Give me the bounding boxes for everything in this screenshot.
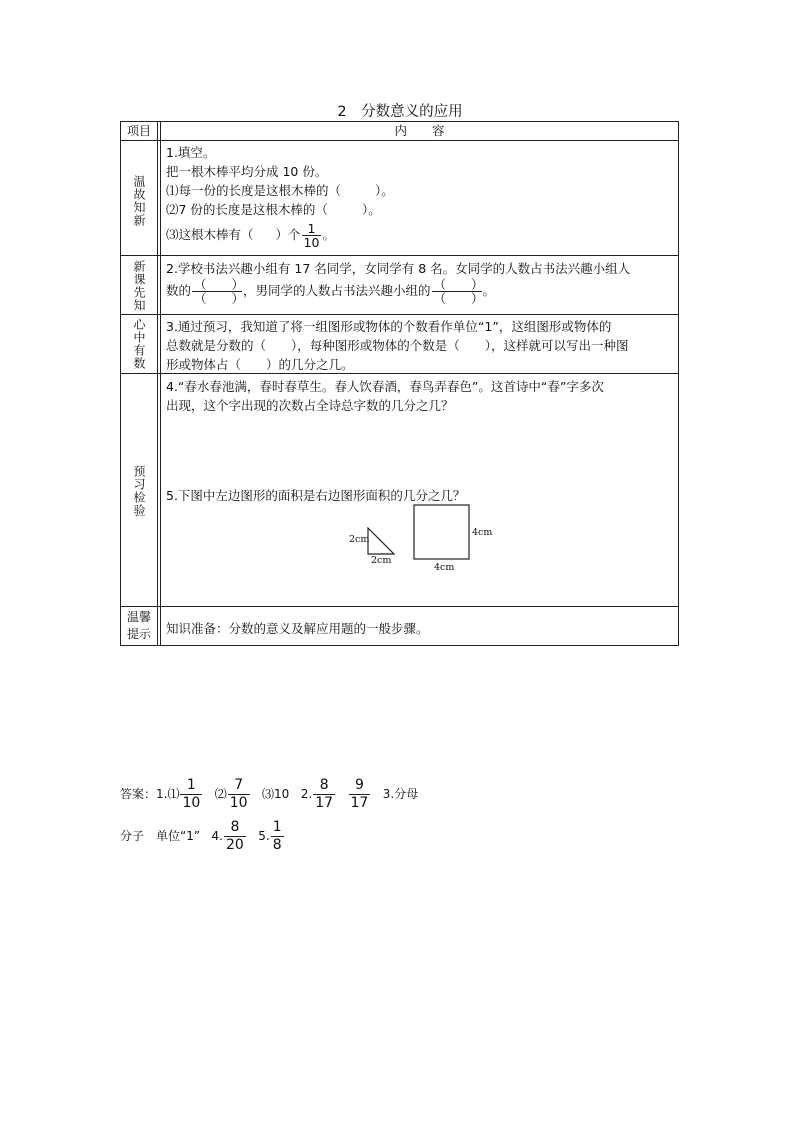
q1-part3: ⑶这根木棒有（ ）个 $\frac{1}{10}$ 。 <box>166 221 335 250</box>
q1-part1: ⑴每一份的长度是这根木棒的（ ）。 <box>166 183 394 198</box>
content-table <box>120 121 679 646</box>
row-divider <box>121 314 678 315</box>
row-divider <box>121 606 678 607</box>
row-content-preview <box>166 259 672 305</box>
q1-stem: 把一根木棒平均分成 10 份。 <box>166 164 328 179</box>
q5-text: 5.下图中左边图形的面积是右边图形面积的几分之几？ <box>166 488 466 503</box>
triangle-base-label: 2cm <box>371 555 392 566</box>
answer-fraction: $\frac{9}{17}$ <box>350 777 369 811</box>
q4-line2: 出现，这个字出现的次数占全诗总字数的几分之几？ <box>166 398 454 413</box>
row-label-tips: 温馨提示 <box>126 610 151 641</box>
page-title: 2 分数意义的应用 <box>337 104 463 120</box>
q1-heading: 1.填空。 <box>166 145 216 160</box>
answer-fraction: $\frac{8}{20}$ <box>225 819 244 853</box>
q1-part2: ⑵7 份的长度是这根木棒的（ ）。 <box>166 202 381 217</box>
blank-fraction: $\frac{( )}{( )}$ <box>194 277 245 306</box>
fraction-one-tenth: $\frac{1}{10}$ <box>303 221 320 250</box>
column-divider <box>157 122 158 645</box>
row-label-check: 预习检验 <box>132 465 146 517</box>
answer-fraction: $\frac{1}{8}$ <box>272 819 282 853</box>
answer-fraction: $\frac{7}{10}$ <box>229 777 248 811</box>
q3-line3: 形或物体占（ ）的几分之几。 <box>166 357 354 372</box>
answers-line2: 分子 单位“1” 4. $\frac{8}{20}$ 5. $\frac{1}{8}$ <box>120 819 282 853</box>
square-figure <box>413 504 473 561</box>
square-side-label: 4cm <box>472 527 493 538</box>
row-divider <box>121 255 678 256</box>
row-content-check <box>166 377 672 415</box>
answers-line1: 答案：1.⑴ $\frac{1}{10}$ ⑵ $\frac{7}{10}$ ⑶10 2. $\frac{8}{17}$ $\frac{9}{17}$ 3.分母 <box>120 777 419 811</box>
square-base-label: 4cm <box>434 562 455 573</box>
row-content-review <box>166 143 672 249</box>
row-label-preview: 新课先知 <box>132 260 146 312</box>
q2-line2: 数的 $\frac{( )}{( )}$ ，男同学的人数占书法兴趣小组的 $\frac{( )}{( )}$ 。 <box>166 277 496 306</box>
row-label-review: 温故知新 <box>132 175 146 227</box>
answer-fraction: $\frac{8}{17}$ <box>315 777 334 811</box>
blank-fraction: $\frac{( )}{( )}$ <box>433 277 484 306</box>
q3-line2: 总数就是分数的（ ），每种图形或物体的个数是（ ），这样就可以写出一种图 <box>166 338 629 353</box>
row-content-understand <box>166 317 672 374</box>
column-divider-inner <box>160 122 161 645</box>
row-label-understand: 心中有数 <box>132 318 146 370</box>
header-content: 内 容 <box>394 123 445 138</box>
row-divider <box>121 140 678 141</box>
tips-text: 知识准备：分数的意义及解应用题的一般步骤。 <box>166 621 429 636</box>
q4-line1: 4.“春水春池满，春时春草生。春人饮春酒，春鸟弄春色”。这首诗中“春”字多次 <box>166 379 604 394</box>
answer-fraction: $\frac{1}{10}$ <box>182 777 201 811</box>
triangle-figure <box>366 527 414 557</box>
q3-line1: 3.通过预习，我知道了将一组图形或物体的个数看作单位“1”，这组图形或物体的 <box>166 319 612 334</box>
q2-line1: 2.学校书法兴趣小组有 17 名同学，女同学有 8 名。女同学的人数占书法兴趣小组人 <box>166 261 631 276</box>
header-item: 项目 <box>126 124 151 138</box>
triangle-height-label: 2cm <box>349 534 370 545</box>
